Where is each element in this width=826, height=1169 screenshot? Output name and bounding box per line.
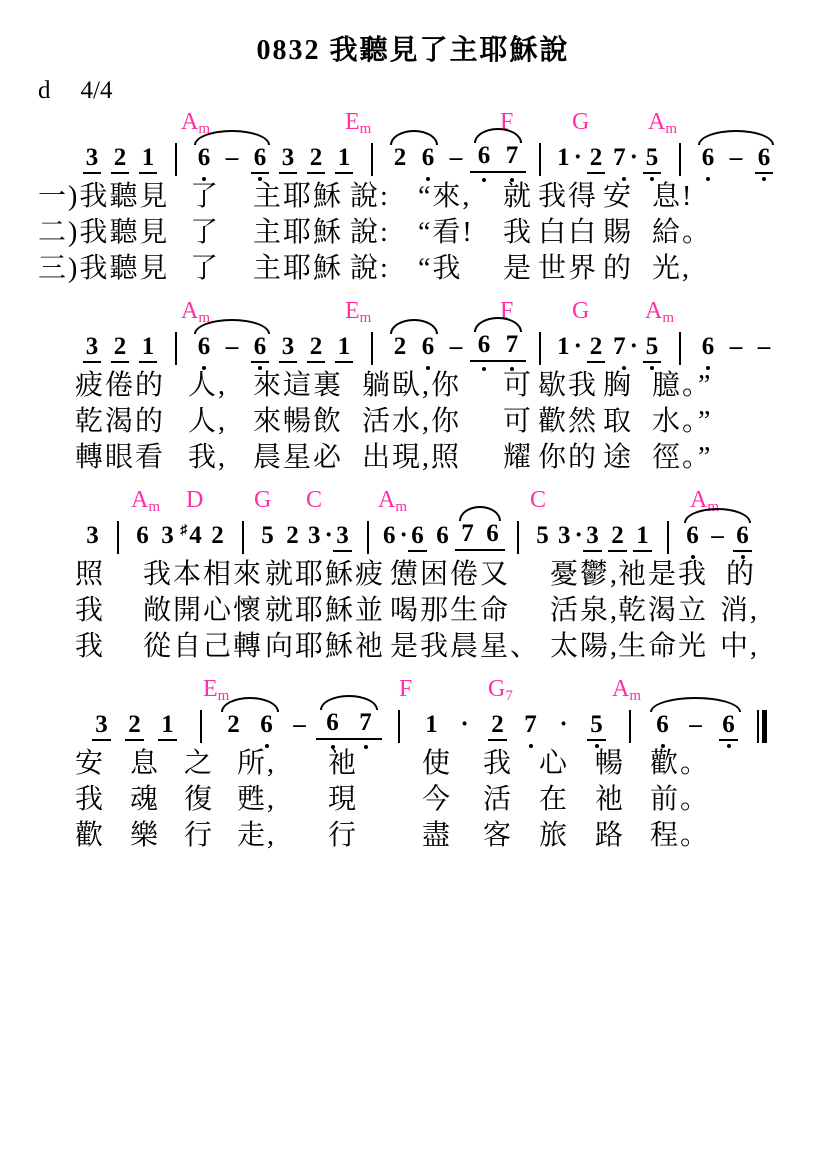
chord-root: C [530,487,547,513]
lyric-segment: 胸 [603,370,634,401]
lyric-segment: 乾渴立 [618,595,709,626]
music-system [0,675,826,855]
lyric-line [0,216,826,252]
lyric-segment: 中, [720,631,760,662]
lyric-segment: 照 [75,559,106,590]
note: 6 [694,332,722,362]
chord-label [399,677,412,701]
note: 3 [580,521,605,551]
lyric-segment: 了 [190,181,221,212]
chord-quality: m [665,121,678,137]
lyric-segment: 歇我 [538,370,599,401]
lyric-segment: 了 [190,253,221,284]
dash-note: – [449,333,463,360]
chord-label [345,110,371,137]
lyric-segment: 來這裏 [253,370,344,401]
chord-quality: m [629,688,642,704]
chord-label [306,488,322,512]
barline [358,143,386,173]
note: 2 [582,332,610,362]
lyric-segment: 轉眼看 [75,442,166,473]
note: 7 [461,520,474,547]
chord-root: F [500,298,514,324]
dash-note: – [729,144,743,171]
note: 7 · [610,332,638,362]
chord-root: G [488,676,506,702]
note: 1 · [557,144,582,171]
barline [666,143,694,173]
note: 2 [481,710,514,740]
chord-label [203,677,229,704]
lyric-segment: 是 [503,253,534,284]
lyric-segment: 我 [75,784,106,815]
note: ♯4 [180,522,202,549]
note: 7 [498,330,526,360]
note: 2 [302,332,330,362]
note: 5 [638,143,666,173]
augmentation-dot: · [573,144,582,171]
lyric-segment: 白白 [538,217,599,248]
lyric-segment: 的 [603,253,634,284]
note: 5 [261,522,274,549]
note: 6 [470,141,498,171]
barline [655,521,680,551]
lyric-segment: 我本相來 [143,559,264,590]
lyric-segment: 我, [188,442,228,473]
lyric-segment: 歡 [75,820,106,851]
lyric-segment: 主耶穌 [253,217,344,248]
lyric-segment: 安 [603,181,634,212]
barline [613,710,646,740]
dash-note: – [293,711,306,738]
lyric-segment: 主耶穌 [253,253,344,284]
tied-group [190,332,274,362]
lyric-segment: 一)我聽見 [38,181,170,212]
sharp-accidental: ♯ [180,523,188,538]
chord-label [572,299,589,323]
lyric-segment: 人, [188,406,228,437]
chord-label [378,488,407,515]
note: 3 · [308,522,333,549]
lyric-line [0,630,826,666]
chord-root: C [306,487,323,513]
lyric-segment: 我 [503,217,534,248]
lyric-segment: 今 [422,784,453,815]
lyric-segment: 人, [188,370,228,401]
lyric-segment: 說: [350,253,390,284]
note: 2 [211,522,224,549]
time-signature: 4/4 [80,77,113,104]
lyric-segment: 來暢飲 [253,406,344,437]
lyric-line [0,558,826,594]
chord-root: F [399,676,413,702]
dash-note: – [225,333,239,360]
lyric-segment: 就耶穌疲 [265,559,386,590]
note: 1 [330,143,358,173]
barline [505,521,530,551]
lyric-line [0,594,826,630]
lyric-segment: 魂 [130,784,161,815]
chord-root: A [612,676,630,702]
note: 7 · [610,143,638,173]
lyric-segment: 光, [652,253,692,284]
chord-quality: 7 [505,688,513,704]
lyric-segment: 疲倦的 [75,370,166,401]
lyric-segment: 生命光 [618,631,709,662]
lyric-segment: 三)我聽見 [38,253,170,284]
lyric-segment: 向耶穌祂 [265,631,386,662]
lyric-segment: 耀 [503,442,534,473]
note: 6 [246,332,274,362]
lyric-segment: 乾渴的 [75,406,166,437]
music-system [0,108,826,288]
lyric-segment: 祂是我 [618,559,709,590]
lyric-segment: 是我晨星、 [390,631,541,662]
lyric-segment: 出現,照 [362,442,462,473]
notation-line [0,708,826,747]
lyric-segment: 我得 [538,181,599,212]
lyric-segment: 走, [237,820,277,851]
chord-label [488,677,513,704]
chord-quality: m [359,121,372,137]
note: 6 [405,521,430,551]
note: 6 [414,143,442,173]
lyric-segment: 暢 [595,748,626,779]
chord-root: A [645,298,663,324]
lyric-segment: 徑。” [652,442,713,473]
note: 2 [582,143,610,173]
lyric-line [0,441,826,477]
lyric-line [0,252,826,288]
lyric-segment: 活 [483,784,514,815]
note: 6 [712,710,745,740]
lyric-segment: 憊困倦又 [390,559,511,590]
chord-quality: m [707,499,720,515]
lyric-line [0,747,826,783]
dash-note: – [757,333,771,360]
lyric-segment: 之 [184,748,215,779]
chord-quality: m [217,688,230,704]
note: 3 [78,332,106,362]
lyric-segment: “看! [418,217,474,248]
lyric-segment: 行 [184,820,215,851]
note: 6 [246,143,274,173]
lyric-segment: 樂 [130,820,161,851]
lyric-line [0,783,826,819]
lyric-segment: 晨星必 [253,442,344,473]
lyric-segment: 躺臥,你 [362,370,462,401]
lyric-line [0,180,826,216]
lyric-segment: 從自己轉 [143,631,264,662]
note: 1 [330,332,358,362]
note: 5 [580,710,613,740]
lyric-segment: 可 [503,370,534,401]
chord-root: A [378,487,396,513]
lyric-segment: 途 [603,442,634,473]
chord-label [186,488,203,512]
note: 6 [730,521,755,551]
note: 3 [85,710,118,740]
lyric-segment: 敞開心懷 [143,595,264,626]
chord-root: E [345,298,360,324]
chord-quality: m [359,310,372,326]
barline [162,332,190,362]
note: 6 [436,522,449,549]
lyric-segment: 的 [726,559,757,590]
barline [355,521,380,551]
lyric-segment: 祂 [595,784,626,815]
lyric-segment: 在 [539,784,570,815]
lyric-segment: 息! [652,181,694,212]
lyric-segment: 了 [190,217,221,248]
note: 6 [250,710,283,740]
chord-label [572,110,589,134]
chord-root: A [690,487,708,513]
barline [526,332,554,362]
note: 1 [630,521,655,551]
chord-quality: m [198,310,211,326]
note: 6 · [383,522,408,549]
note: 3 [86,522,99,549]
note: 6 [750,143,778,173]
key-letter: d [38,77,51,104]
lyric-segment: 息 [130,748,161,779]
note: 7 [498,141,526,171]
note: 2 [393,144,407,171]
chord-root: A [131,487,149,513]
chord-root: F [500,109,514,135]
barline [230,521,255,551]
note: 7 [514,710,547,740]
lyric-segment: 說: [350,181,390,212]
tied-group [217,710,283,740]
lyric-segment: 世界 [538,253,599,284]
barline [184,710,217,740]
note: 6 [486,520,499,547]
lyric-segment: 取 [603,406,634,437]
music-system [0,297,826,477]
notation-line [0,141,826,180]
chord-root: E [345,109,360,135]
music-system [0,486,826,666]
tied-group [694,143,778,173]
augmentation-dot: · [573,333,582,360]
note: · [559,711,568,738]
note: 2 [118,710,151,740]
lyric-segment: 復 [184,784,215,815]
note: 2 [106,143,134,173]
tied-group [680,521,755,551]
lyric-segment: 水。” [652,406,713,437]
chord-label [345,299,371,326]
note: 2 [302,143,330,173]
lyric-segment: 二)我聽見 [38,217,170,248]
lyric-segment: 消, [720,595,760,626]
lyric-segment: 給。 [652,217,713,248]
music-score [0,108,826,855]
chord-root: A [181,109,199,135]
lyric-segment: 我 [75,595,106,626]
dash-note: – [711,522,724,549]
barline [358,332,386,362]
lyric-segment: 我 [75,631,106,662]
note: 2 [106,332,134,362]
note: 1 [134,143,162,173]
chord-quality: m [148,499,161,515]
lyric-segment: 安 [75,748,106,779]
augmentation-dot: · [324,522,333,549]
note: 1 [151,710,184,740]
tied-group [386,143,442,173]
tied-group [646,710,745,740]
beamed-group [455,519,505,551]
dash-note: – [225,144,239,171]
note: 6 [646,710,679,740]
tied-group [190,143,274,173]
lyric-segment: 就耶穌並 [265,595,386,626]
note: 2 [227,711,240,738]
lyric-segment: 說: [350,217,390,248]
lyric-segment: 憂鬱, [550,559,620,590]
song-title: 0832 我聽見了主耶穌說 [256,35,570,66]
dash-note: – [729,333,743,360]
key-signature [38,77,826,105]
lyric-segment: 主耶穌 [253,181,344,212]
lyric-segment: 歡。 [650,748,711,779]
augmentation-dot: · [629,333,638,360]
chord-label [254,488,271,512]
chord-root: E [203,676,218,702]
notation-line [0,330,826,369]
note: 2 [393,333,407,360]
barline [162,143,190,173]
lyric-segment: 使 [422,748,453,779]
chord-label [131,488,160,515]
beamed-group [470,330,526,362]
lyric-segment: 前。 [650,784,711,815]
note: 6 [470,330,498,360]
note: 3 [274,332,302,362]
lyric-segment: 程。 [650,820,711,851]
barline [382,710,415,740]
lyric-segment: 盡 [422,820,453,851]
tied-group [386,332,442,362]
lyric-segment: 所, [237,748,277,779]
chord-label [530,488,546,512]
chord-quality: m [662,310,675,326]
lyric-segment: 你的 [538,442,599,473]
lyric-segment: 歡然 [538,406,599,437]
note: 6 [136,522,149,549]
lyric-line [0,369,826,405]
lyric-segment: 活水,你 [362,406,462,437]
augmentation-dot: · [574,522,583,549]
chord-quality: m [395,499,408,515]
note: 6 [190,332,218,362]
chord-root: A [648,109,666,135]
lyric-segment: 旅 [539,820,570,851]
lyric-segment: 路 [595,820,626,851]
note: 6 [694,143,722,173]
lyric-segment: 臆。” [652,370,713,401]
note: 1 · [557,333,582,360]
note: 5 [638,332,666,362]
lyric-segment: 喝那生命 [390,595,511,626]
final-barline [745,710,778,740]
note: 6 [316,708,349,738]
lyric-segment: 祂 [328,748,359,779]
note: · [460,711,469,738]
note: 3 [78,143,106,173]
lyric-line [0,819,826,855]
note: 6 [680,521,705,551]
notation-line [0,519,826,558]
note: 6 [414,332,442,362]
lyric-segment: “來, [418,181,472,212]
note: 2 [286,522,299,549]
dash-note: – [689,711,702,738]
barline [526,143,554,173]
barline [105,521,130,551]
chord-quality: m [198,121,211,137]
lyric-segment: 甦, [237,784,277,815]
note: 3 [161,522,174,549]
note: 3 [274,143,302,173]
beamed-group [470,141,526,173]
chord-root: D [186,487,204,513]
lyric-segment: 現 [328,784,359,815]
beamed-group [316,708,382,740]
dash-note: – [449,144,463,171]
note: 3 [330,521,355,551]
lyric-segment: 就 [503,181,534,212]
note: 1 [134,332,162,362]
note: 6 [190,143,218,173]
note: 3 · [558,522,583,549]
lyric-segment: 可 [503,406,534,437]
lyric-segment: 賜 [603,217,634,248]
chord-label [612,677,641,704]
barline [666,332,694,362]
chord-root: G [572,109,590,135]
augmentation-dot: · [399,522,408,549]
lyric-segment: 客 [483,820,514,851]
lyric-line [0,405,826,441]
chord-root: G [254,487,272,513]
lyric-segment: 太陽, [550,631,620,662]
note: 2 [605,521,630,551]
chord-root: G [572,298,590,324]
lyric-segment: 活泉, [550,595,620,626]
note: 5 [536,522,549,549]
chord-label [645,299,674,326]
note: 7 [349,708,382,738]
lyric-segment: 心 [539,748,570,779]
lyric-segment: 我 [483,748,514,779]
augmentation-dot: · [629,144,638,171]
note: 1 [425,711,438,738]
lyric-segment: “我 [418,253,463,284]
lyric-segment: 行 [328,820,359,851]
chord-root: A [181,298,199,324]
chord-label [648,110,677,137]
